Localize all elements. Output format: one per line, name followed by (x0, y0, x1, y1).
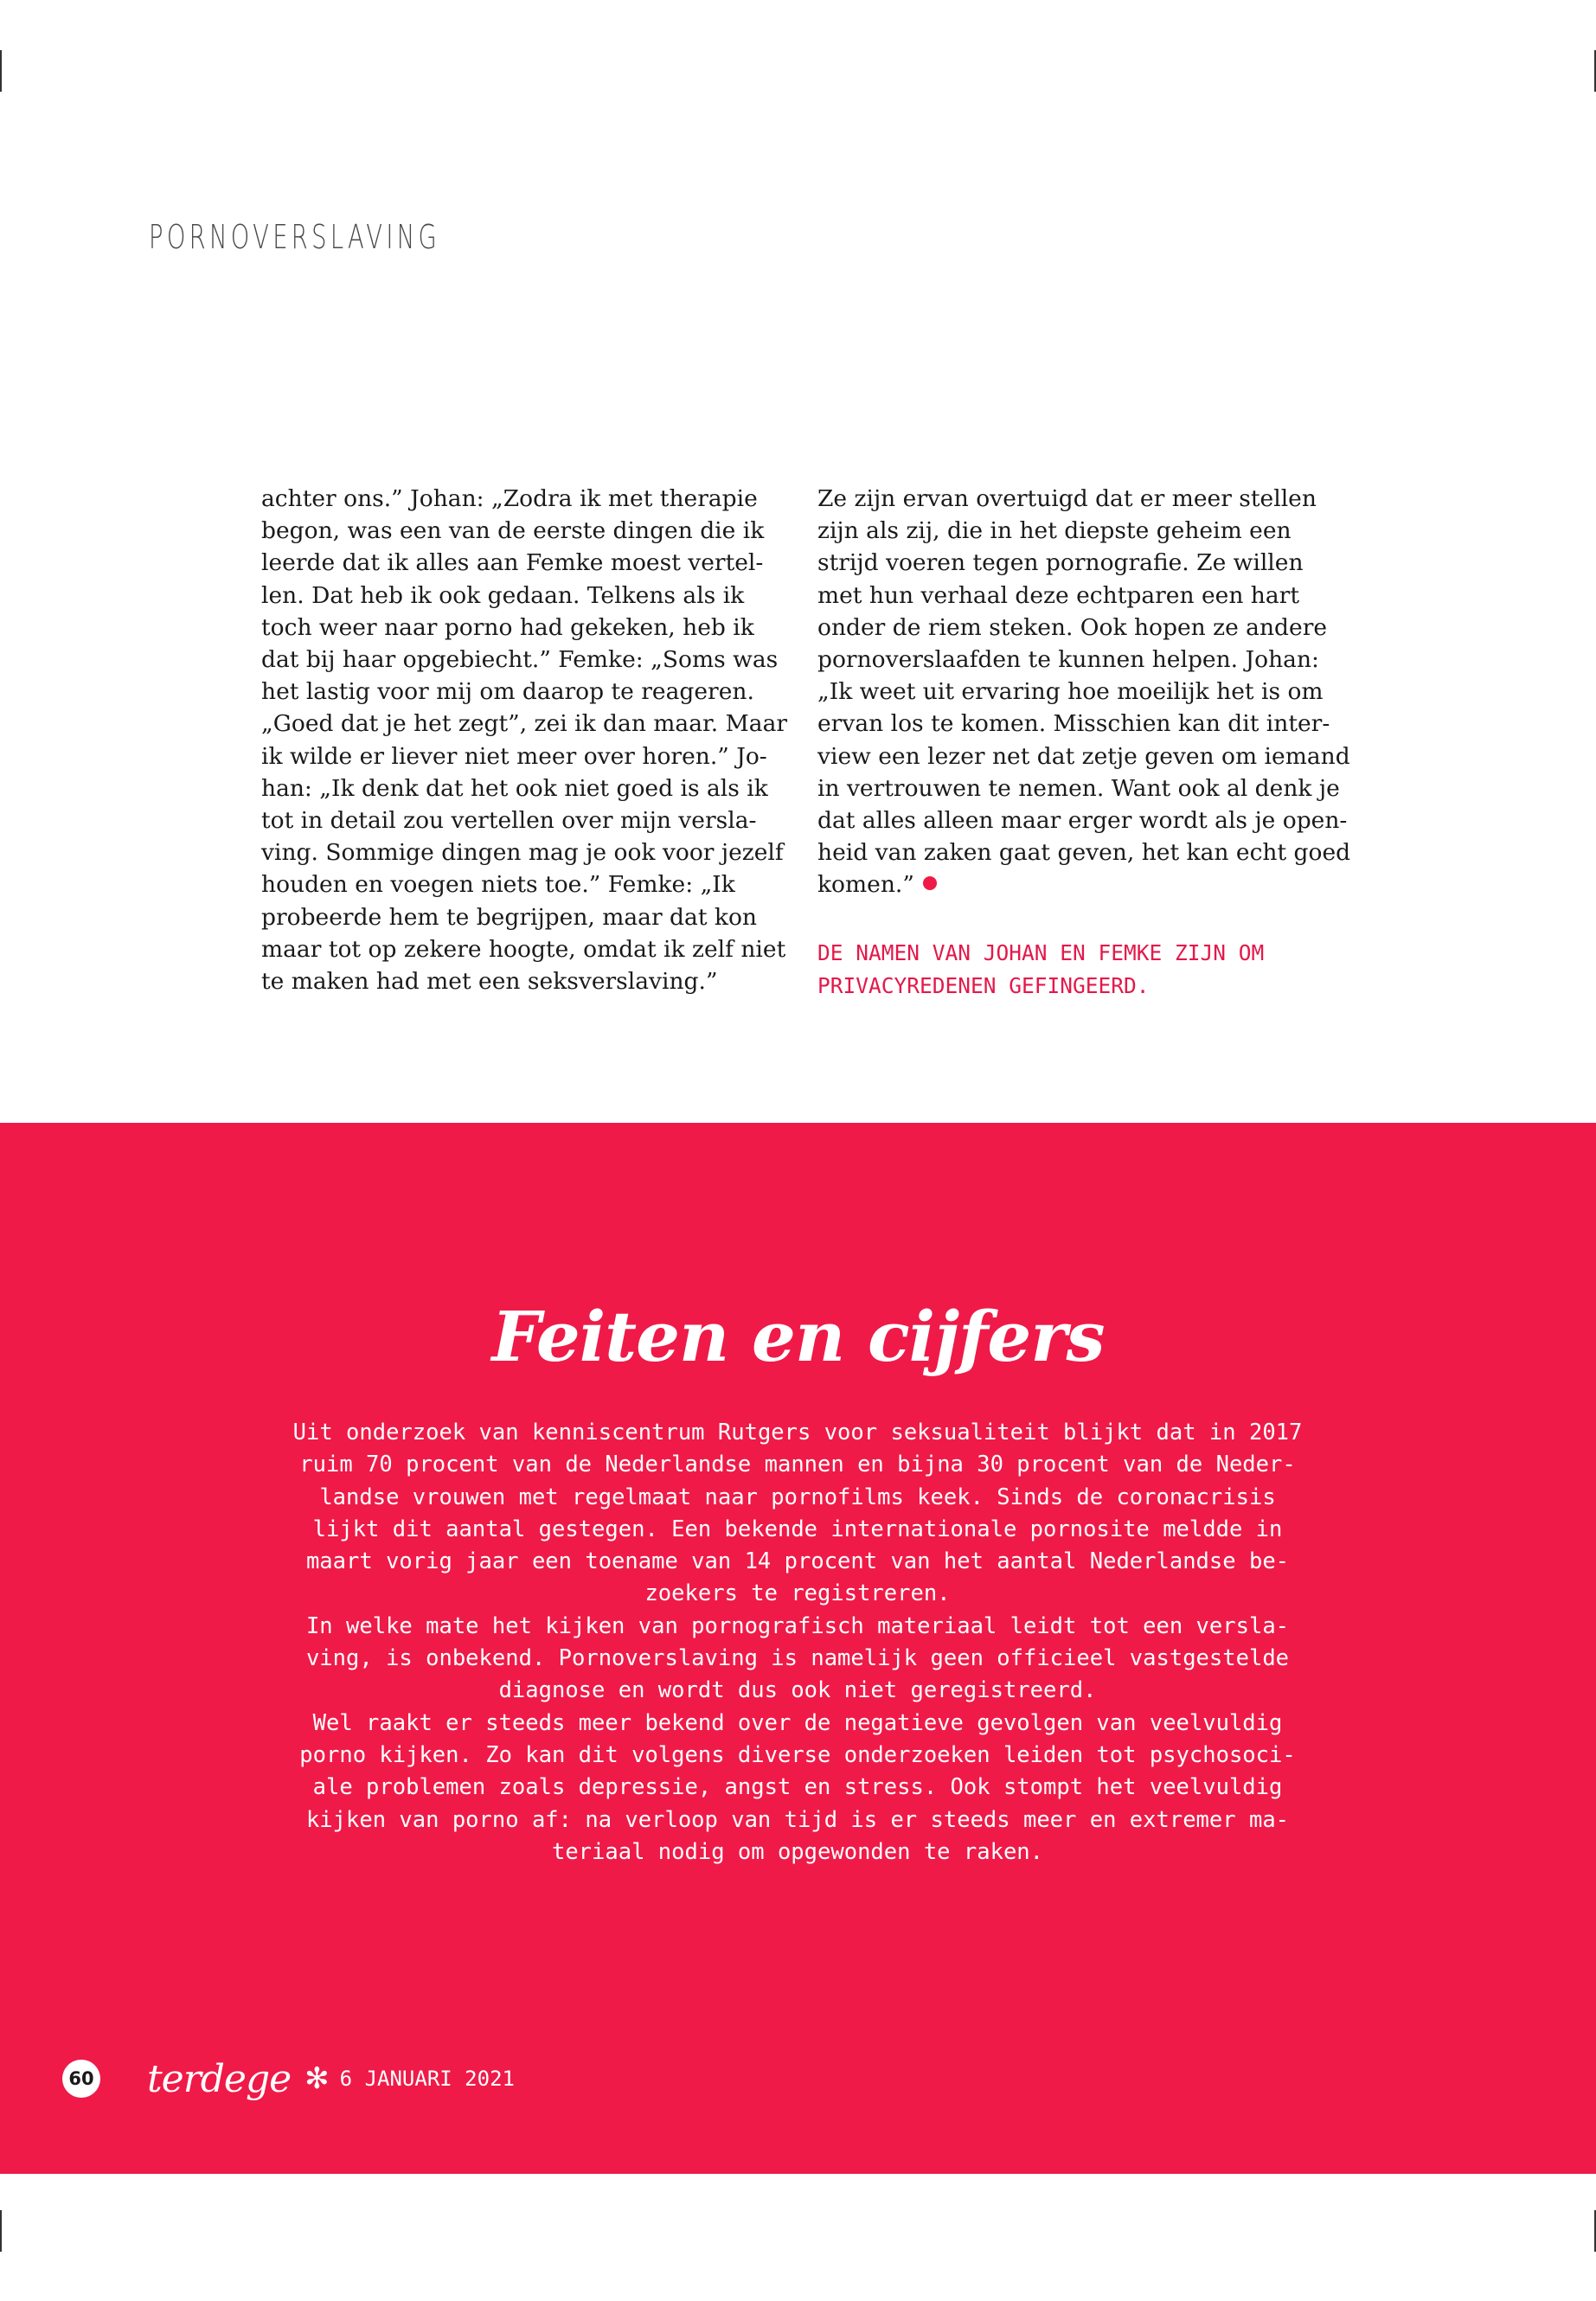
article-line: ving. Sommige dingen mag je ook voor jezelf (261, 839, 784, 867)
article-line: Ze zijn ervan overtuigd dat er meer stellen (817, 485, 1317, 512)
article-line: in vertrouwen te nemen. Want ook al denk je (817, 774, 1340, 802)
article-line: „Goed dat je het zegt”, zei ik dan maar. Maar (261, 710, 788, 738)
article-line-text: komen.” (817, 871, 914, 899)
facts-line: Uit onderzoek van kenniscentrum Rutgers voor seksualiteit blijkt dat in 2017 (292, 1420, 1303, 1445)
article-line: strijd voeren tegen pornografie. Ze willen (817, 549, 1304, 577)
crop-mark-bottom-left (0, 2210, 2, 2252)
section-label: PORNOVERSLAVING (149, 218, 441, 256)
facts-line: teriaal nodig om opgewonden te raken. (551, 1838, 1044, 1865)
facts-line: In welke mate het kijken van pornografisch materiaal leidt tot een versla- (305, 1612, 1290, 1639)
article-line: ik wilde er liever niet meer over horen.” Jo- (261, 742, 767, 770)
note-line: DE NAMEN VAN JOHAN EN FEMKE ZIJN OM (817, 940, 1265, 965)
article-line: het lastig voor mij om daarop te reageren. (261, 678, 754, 706)
article-line: probeerde hem te begrijpen, maar dat kon (261, 903, 757, 931)
article-line: heid van zaken gaat geven, het kan echt goed (817, 839, 1351, 867)
article-line: zijn als zij, die in het diepste geheim een (817, 517, 1292, 545)
article-line: dat bij haar opgebiecht.” Femke: „Soms was (261, 646, 779, 674)
brand-logo: terdege (147, 2056, 292, 2101)
article-line: leerde dat ik alles aan Femke moest vertel- (261, 549, 764, 577)
facts-line: ale problemen zoals depressie, angst en stress. Ook stompt het veelvuldig (312, 1774, 1283, 1801)
article-line: toch weer naar porno had gekeken, heb ik (261, 613, 754, 641)
article-line: begon, was een van de eerste dingen die ik (261, 517, 765, 545)
facts-line: kijken van porno af: na verloop van tijd is er steeds meer en extremer ma- (305, 1806, 1290, 1833)
note-line: PRIVACYREDENEN GEFINGEERD. (817, 973, 1150, 998)
facts-line: lijkt dit aantal gestegen. Een bekende internationale pornosite meldde in (312, 1516, 1283, 1542)
privacy-note (817, 937, 1380, 1003)
page-footer (62, 2057, 515, 2100)
article-line: te maken had met een seksverslaving.” (261, 968, 718, 996)
asterisk-icon: ✻ (304, 2061, 330, 2096)
article-line: tot in detail zou vertellen over mijn versla- (261, 807, 757, 835)
page-number: 60 (62, 2060, 100, 2098)
article-column-left (261, 483, 789, 997)
facts-body (235, 1417, 1360, 1868)
facts-line: porno kijken. Zo kan dit volgens diverse onderzoeken leiden tot psychosoci- (299, 1741, 1296, 1768)
article-line: onder de riem steken. Ook hopen ze andere (817, 613, 1328, 641)
facts-line: landse vrouwen met regelmaat naar pornofilms keek. Sinds de coronacrisis (319, 1484, 1276, 1510)
article-line: han: „Ik denk dat het ook niet goed is als ik (261, 774, 768, 802)
facts-line: zoekers te registreren. (644, 1580, 951, 1607)
facts-line: diagnose en wordt dus ook niet geregistreerd. (498, 1677, 1097, 1704)
article-line: ervan los te komen. Misschien kan dit inter- (817, 710, 1330, 738)
article-line: achter ons.” Johan: „Zodra ik met therapie (261, 485, 758, 512)
article-line: pornoverslaafden te kunnen helpen. Johan: (817, 646, 1319, 674)
article-line: maar tot op zekere hoogte, omdat ik zelf niet (261, 935, 786, 963)
article-line: houden en voegen niets toe.” Femke: „Ik (261, 871, 735, 899)
article-line-last (817, 868, 1345, 901)
article-line: „Ik weet uit ervaring hoe moeilijk het is om (817, 678, 1324, 706)
article-line: dat alles alleen maar erger wordt als je open- (817, 807, 1348, 835)
article-line: met hun verhaal deze echtparen een hart (817, 581, 1299, 609)
facts-title: Feiten en cijfers (491, 1296, 1105, 1377)
article-line: len. Dat heb ik ook gedaan. Telkens als ik (261, 581, 745, 609)
end-of-article-dot (923, 876, 937, 890)
facts-line: maart vorig jaar een toename van 14 procent van het aantal Nederlandse be- (305, 1548, 1290, 1575)
facts-line: ving, is onbekend. Pornoverslaving is namelijk geen officieel vastgestelde (305, 1645, 1290, 1672)
issue-date: 6 JANUARI 2021 (339, 2067, 515, 2091)
facts-line: Wel raakt er steeds meer bekend over de negatieve gevolgen van veelvuldig (312, 1709, 1283, 1736)
article-line: view een lezer net dat zetje geven om iemand (817, 742, 1350, 770)
article-column-right (817, 483, 1351, 901)
facts-line: ruim 70 procent van de Nederlandse mannen en bijna 30 procent van de Neder- (299, 1452, 1296, 1478)
crop-mark-top-left (0, 50, 2, 92)
